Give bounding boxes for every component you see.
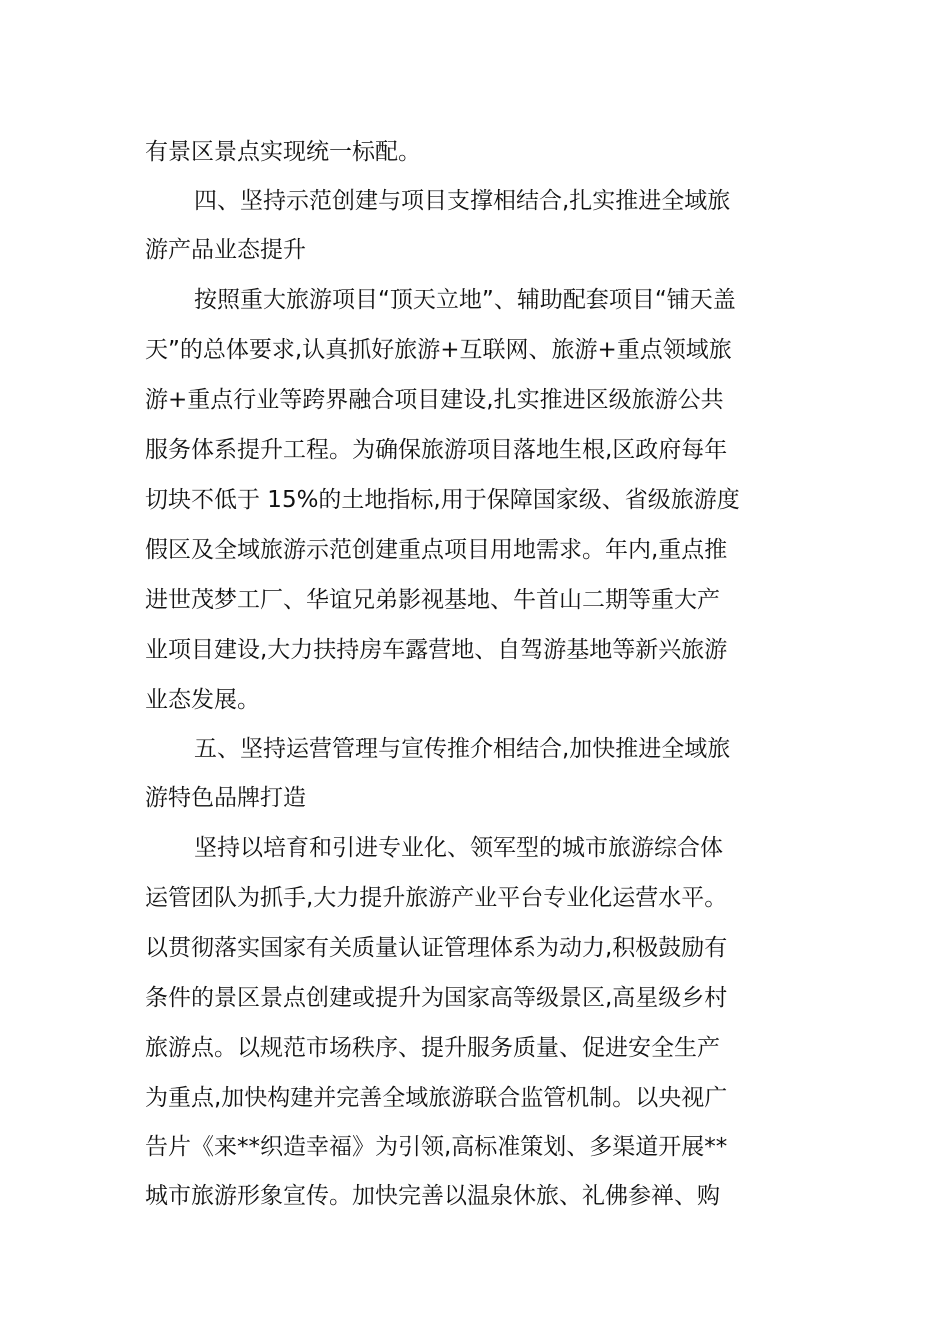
text-line: 切块不低于 15%的土地指标,用于保障国家级、省级旅游度: [145, 487, 740, 513]
text-line: 游+重点行业等跨界融合项目建设,扎实推进区级旅游公共: [145, 387, 724, 413]
text-line: 为重点,加快构建并完善全域旅游联合监管机制。以央视广: [145, 1085, 728, 1111]
text-line: 旅游点。以规范市场秩序、提升服务质量、促进安全生产: [145, 1035, 720, 1061]
text-line: 城市旅游形象宣传。加快完善以温泉休旅、礼佛参禅、购: [145, 1183, 720, 1209]
section-heading-line: 游特色品牌打造: [145, 785, 306, 811]
paragraph-first-line: 坚持以培育和引进专业化、领军型的城市旅游综合体: [194, 835, 723, 861]
paragraph-first-line: 按照重大旅游项目“顶天立地”、辅助配套项目“铺天盖: [194, 287, 736, 313]
section-heading-line: 五、坚持运营管理与宣传推介相结合,加快推进全域旅: [194, 736, 731, 762]
text-line: 告片《来**织造幸福》为引领,高标准策划、多渠道开展**: [145, 1134, 728, 1160]
text-line: 条件的景区景点创建或提升为国家高等级景区,高星级乡村: [145, 985, 728, 1011]
text-line: 进世茂梦工厂、华谊兄弟影视基地、牛首山二期等重大产: [145, 587, 720, 613]
section-heading-line: 游产品业态提升: [145, 237, 306, 263]
text-line: 业态发展。: [145, 687, 260, 713]
text-line: 服务体系提升工程。为确保旅游项目落地生根,区政府每年: [145, 437, 728, 463]
text-line: 有景区景点实现统一标配。: [145, 139, 421, 165]
text-line: 以贯彻落实国家有关质量认证管理体系为动力,积极鼓励有: [145, 935, 728, 961]
section-heading-line: 四、坚持示范创建与项目支撑相结合,扎实推进全域旅: [194, 188, 731, 214]
text-line: 运管团队为抓手,大力提升旅游产业平台专业化运营水平。: [145, 885, 728, 911]
text-line: 假区及全域旅游示范创建重点项目用地需求。年内,重点推: [145, 537, 728, 563]
text-line: 天”的总体要求,认真抓好旅游+互联网、旅游+重点领域旅: [145, 337, 732, 363]
text-line: 业项目建设,大力扶持房车露营地、自驾游基地等新兴旅游: [145, 637, 728, 663]
